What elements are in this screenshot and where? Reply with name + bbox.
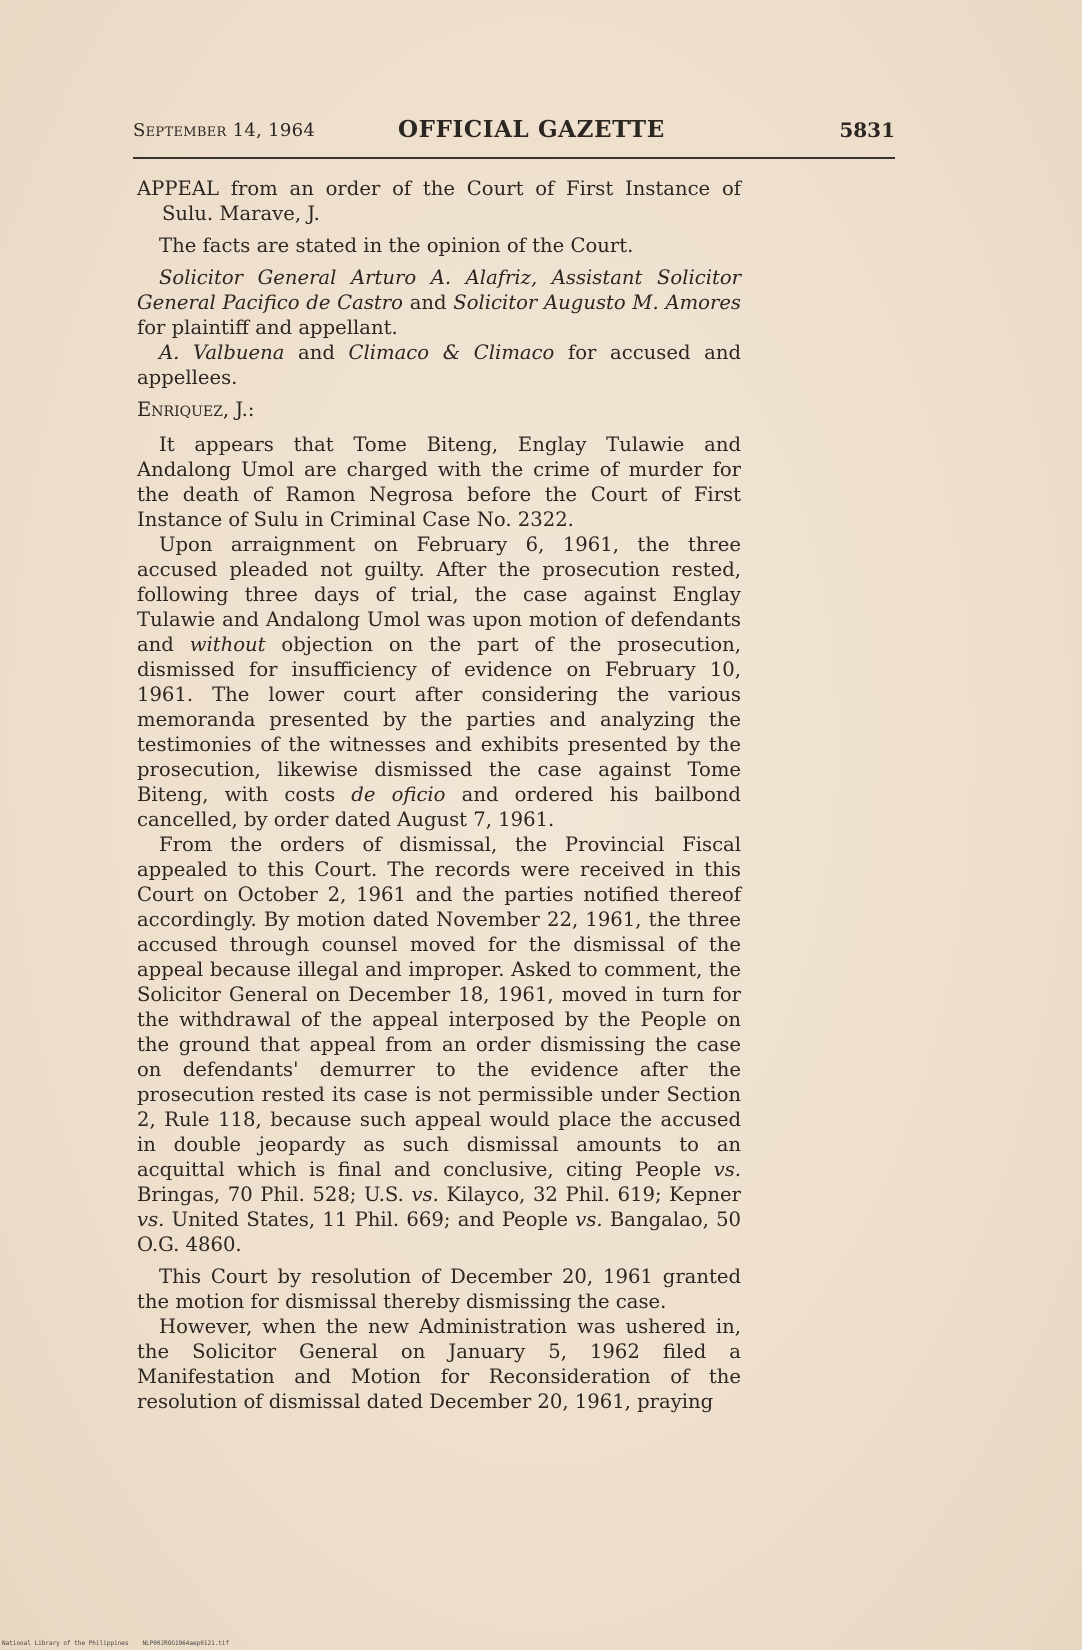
appeal-statement: APPEAL from an order of the Court of First Instance of Sulu. Marave, J. bbox=[137, 177, 741, 225]
counsel-accused-role: for accused and appellees. bbox=[137, 341, 741, 389]
paragraph-2-emphasis-2: de oficio bbox=[351, 783, 446, 806]
paragraph-2-part-2: objection on the part of the prosecution, dismissed for insufficiency of evidence on February 10, 1961. The lower court after considering the various memoranda presented by the parties and analyzing the testimonies of the witnesses and exhibits presented by the prosecution, likewise dismissed the case against Tome Biteng, with costs bbox=[137, 633, 742, 806]
paragraph-3-part-4: United States, 11 Phil. 669; and People bbox=[171, 1208, 568, 1231]
footer-file-id: NLP00JROG1964aep0121.tif bbox=[142, 1640, 230, 1647]
justice-heading: Enriquez, J.: bbox=[137, 398, 255, 421]
counsel-plaintiff-names-1: Solicitor General Arturo A. Alafriz, Assistant Solicitor General Pacifico de Castro bbox=[137, 266, 741, 314]
paragraph-3-vs-1: vs. bbox=[713, 1158, 741, 1181]
paragraph-3-vs-4: vs. bbox=[575, 1208, 603, 1231]
publication-title: OFFICIAL GAZETTE bbox=[398, 116, 665, 143]
header-date: September 14, 1964 bbox=[133, 120, 316, 141]
paragraph-2 bbox=[137, 532, 741, 832]
paragraph-3-part-5: Bangalao, 50 O.G. 4860. bbox=[137, 1208, 742, 1256]
paragraph-2-part-1: Upon arraignment on February 6, 1961, the three accused pleaded not guilty. After the prosecution rested, following three days of trial, the case against Englay Tulawie and Andalong Umol was upon motion of defendants and bbox=[137, 533, 741, 656]
paragraph-3 bbox=[137, 832, 741, 1257]
paragraph-1: It appears that Tome Biteng, Englay Tulawie and Andalong Umol are charged with the crime of murder for the death of Ramon Negrosa before the Court of First Instance of Sulu in Criminal Case No. 2322. bbox=[137, 433, 741, 531]
scan-footer bbox=[2, 1640, 229, 1647]
paragraph-5: However, when the new Administration was ushered in, the Solicitor General on January 5, 1962 filed a Manifestation and Motion for Reconsideration of the resolution of dismissal dated December 20, 1961, praying bbox=[137, 1315, 741, 1413]
counsel-plaintiff-role: for plaintiff and appellant. bbox=[137, 316, 398, 339]
paragraph-2-part-3: and ordered his bailbond cancelled, by order dated August 7, 1961. bbox=[137, 783, 741, 831]
footer-library: National Library of the Philippines bbox=[2, 1640, 129, 1647]
counsel-accused-name-1: A. Valbuena bbox=[159, 341, 285, 364]
counsel-accused bbox=[137, 340, 741, 390]
body-text bbox=[137, 176, 741, 1414]
page-header bbox=[133, 116, 895, 148]
paragraph-4: This Court by resolution of December 20, 1961 granted the motion for dismissal thereby dismissing the case. bbox=[137, 1265, 741, 1313]
counsel-accused-name-2: Climaco & Climaco bbox=[348, 341, 555, 364]
paragraph-3-part-3: Kilayco, 32 Phil. 619; Kepner bbox=[446, 1183, 742, 1206]
paragraph-3-vs-2: vs. bbox=[411, 1183, 439, 1206]
paragraph-2-emphasis-1: without bbox=[189, 633, 266, 656]
counsel-plaintiff bbox=[137, 265, 741, 340]
counsel-plaintiff-names-2: Solicitor Augusto M. Amores bbox=[453, 291, 741, 314]
counsel-plaintiff-and: and bbox=[409, 291, 447, 314]
counsel-accused-and: and bbox=[298, 341, 335, 364]
paragraph-3-part-2: Bringas, 70 Phil. 528; U.S. bbox=[137, 1183, 404, 1206]
header-rule bbox=[133, 157, 895, 159]
paragraph-3-vs-3: vs. bbox=[137, 1208, 165, 1231]
paragraph-3-part-1: From the orders of dismissal, the Provincial Fiscal appealed to this Court. The records were received in this Court on October 2, 1961 and the parties notified thereof accordingly. By motion dated November 22, 1961, the three accused through counsel moved for the dismissal of the appeal because illegal and improper. Asked to comment, the Solicitor General on December 18, 1961, moved in turn for the withdrawal of the appeal interposed by the People on the ground that appeal from an order dismissing the case on defendants' demurrer to the evidence after the prosecution rested its case is not permissible under Section 2, Rule 118, because such appeal would place the accused in double jeopardy as such dismissal amounts to an acquittal which is final and conclusive, citing People bbox=[137, 833, 741, 1181]
facts-statement: The facts are stated in the opinion of the Court. bbox=[159, 234, 634, 257]
page-number: 5831 bbox=[839, 118, 895, 142]
